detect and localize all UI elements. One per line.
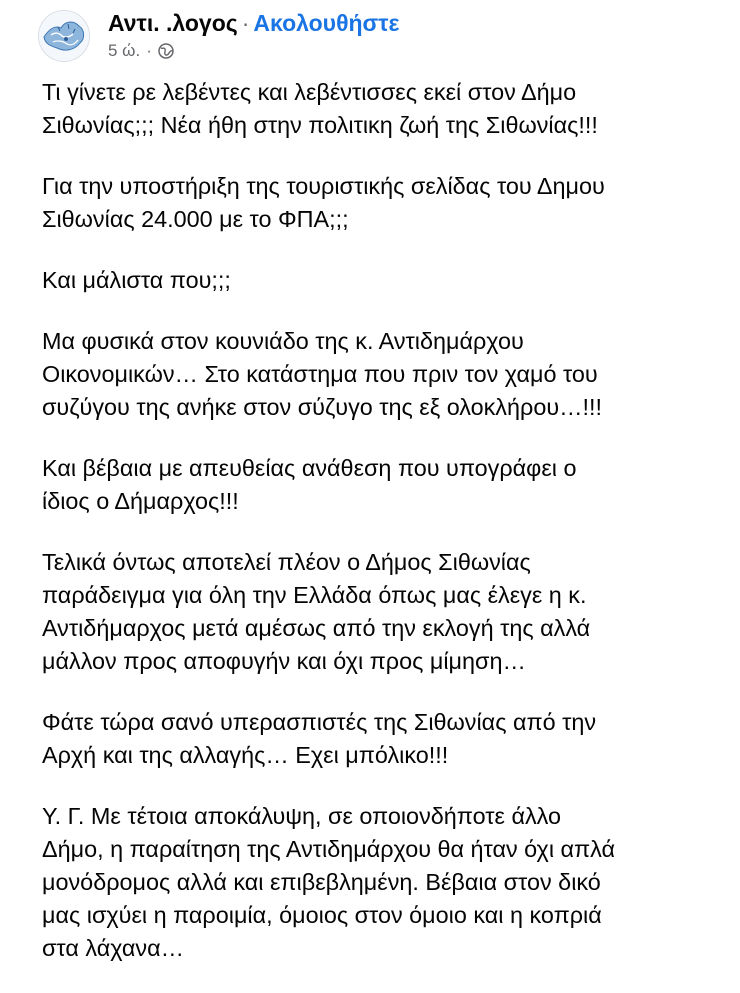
post-meta <box>108 40 174 62</box>
post-paragraph: Τι γίνετε ρε λεβέντες και λεβέντισσες εκεί στον Δήμο Σιθωνίας;;; Νέα ήθη στην πολιτικη ζωή της Σιθωνίας!!! <box>42 79 598 138</box>
globe-icon[interactable] <box>158 43 174 59</box>
post-paragraph: Υ. Γ. Με τέτοια αποκάλυψη, σε οποιονδήποτε άλλο Δήμο, η παραίτηση της Αντιδημάρχου θα ήταν όχι απλά μονόδρομος αλλά και επιβεβλημένη. Βέβαια στον δικό μας ισχύει η παροιμία, όμοιος στον όμοιο και η κοπριά στα λάχανα… <box>42 803 616 961</box>
post-header <box>38 6 718 66</box>
meta-separator: · <box>146 41 152 60</box>
map-avatar-icon[interactable] <box>38 10 90 62</box>
follow-button[interactable]: Ακολουθήστε <box>253 10 400 36</box>
author-name[interactable]: Αντι. .λογος <box>108 10 238 36</box>
post-timestamp[interactable]: 5 ώ. <box>108 41 141 60</box>
post-paragraph: Για την υποστήριξη της τουριστικής σελίδας του Δημου Σιθωνίας 24.000 με το ΦΠΑ;;; <box>42 173 605 232</box>
author-line <box>108 8 399 38</box>
author-separator: · <box>241 10 250 36</box>
post-paragraph: Τελικά όντως αποτελεί πλέον ο Δήμος Σιθωνίας παράδειγμα για όλη την Ελλάδα όπως μας έλεγε η κ. Αντιδήμαρχος μετά αμέσως από την εκλογή της αλλά μάλλον προς αποφυγήν και όχι προς μίμηση… <box>42 549 591 674</box>
post-body <box>42 76 702 993</box>
post-paragraph: Και βέβαια με απευθείας ανάθεση που υπογράφει ο ίδιος ο Δήμαρχος!!! <box>42 455 577 514</box>
post-paragraph: Μα φυσικά στον κουνιάδο της κ. Αντιδημάρχου Οικονομικών… Στο κατάστημα που πριν τον χαμό του συζύγου της ανήκε στον σύζυγο της εξ ολοκλήρου…!!! <box>42 328 603 420</box>
post-paragraph: Φάτε τώρα σανό υπερασπιστές της Σιθωνίας από την Αρχή και της αλλαγής… Εχει μπόλικο!!! <box>42 709 597 768</box>
post-paragraph: Και μάλιστα που;;; <box>42 267 231 293</box>
